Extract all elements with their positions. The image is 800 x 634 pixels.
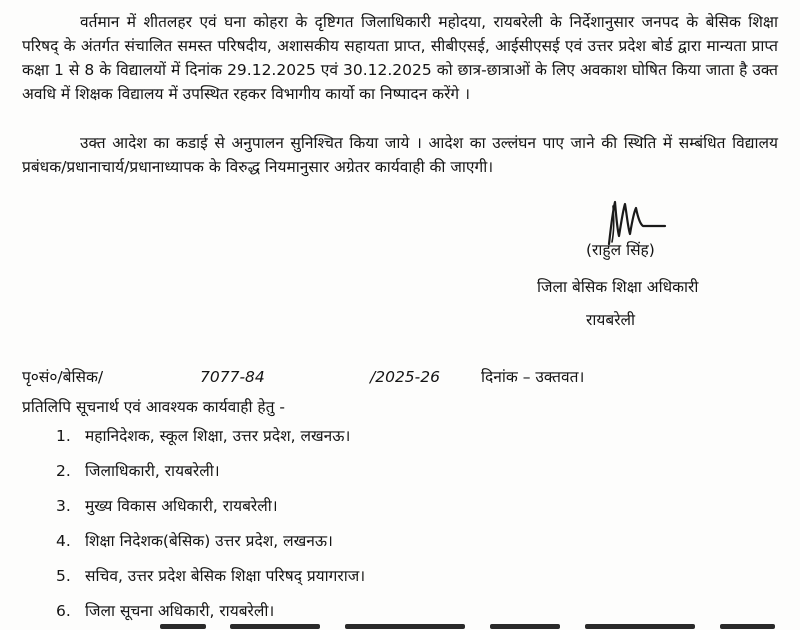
copy-to-heading: प्रतिलिपि सूचनार्थ एवं आवश्यक कार्यवाही हेतु - (22, 398, 285, 416)
list-item (0, 529, 800, 564)
signatory-name: (राहुल सिंह) (586, 241, 655, 259)
reference-label: पृ०सं०/बेसिक/ (22, 368, 104, 386)
reference-number: 7077-84 (200, 368, 265, 386)
list-item (0, 424, 800, 459)
copy-to-list (0, 424, 800, 634)
cropped-text-fragment (160, 622, 780, 630)
list-item-text: सचिव, उत्तर प्रदेश बेसिक शिक्षा परिषद् प्रयागराज। (85, 567, 366, 585)
body-paragraph-2: उक्त आदेश का कडाई से अनुपालन सुनिश्चित किया जाये । आदेश का उल्लंघन पाए जाने की स्थिति में सम्बंधित विद्यालय प्रबंधक/प्रधानाचार्य/प्रधानाध्यापक के विरुद्ध नियमानुसार अग्रेतर कार्यवाही की जाएगी। (22, 134, 778, 176)
list-item (0, 494, 800, 529)
list-item-number: 3. (56, 497, 71, 515)
list-item-text: मुख्य विकास अधिकारी, रायबरेली। (85, 497, 278, 515)
list-item (0, 459, 800, 494)
reference-line (0, 364, 800, 390)
list-item-number: 6. (56, 602, 71, 620)
reference-year: /2025-26 (370, 368, 440, 386)
reference-date: दिनांक – उक्तवत। (481, 368, 585, 386)
signatory-designation: जिला बेसिक शिक्षा अधिकारी (537, 278, 699, 296)
list-item-number: 1. (56, 427, 71, 445)
list-item-text: शिक्षा निदेशक(बेसिक) उत्तर प्रदेश, लखनऊ। (85, 532, 333, 550)
list-item-text: महानिदेशक, स्कूल शिक्षा, उत्तर प्रदेश, लखनऊ। (85, 427, 351, 445)
list-item-text: जिला सूचना अधिकारी, रायबरेली। (85, 602, 275, 620)
list-item-number: 2. (56, 462, 71, 480)
list-item-number: 5. (56, 567, 71, 585)
signatory-place: रायबरेली (586, 311, 636, 329)
list-item-number: 4. (56, 532, 71, 550)
body-paragraph-1: वर्तमान में शीतलहर एवं घना कोहरा के दृष्टिगत जिलाधिकारी महोदया, रायबरेली के निर्देशानुसार जनपद के बेसिक शिक्षा परिषद् के अंतर्गत संचालित समस्त परिषदीय, अशासकीय सहायता प्राप्त, सीबीएसई, आईसीएसई एवं उत्तर प्रदेश बोर्ड द्वारा मान्यता प्राप्त कक्षा 1 से 8 के विद्यालयों में दिनांक 29.12.2025 एवं 30.12.2025 को छात्र-छात्राओं के लिए अवकाश घोषित किया जाता है उक्त अवधि में शिक्षक विद्यालय में उपस्थित रहकर विभागीय कार्यो का निष्पादन करेंगे । (22, 13, 778, 103)
list-item (0, 564, 800, 599)
list-item-text: जिलाधिकारी, रायबरेली। (85, 462, 220, 480)
